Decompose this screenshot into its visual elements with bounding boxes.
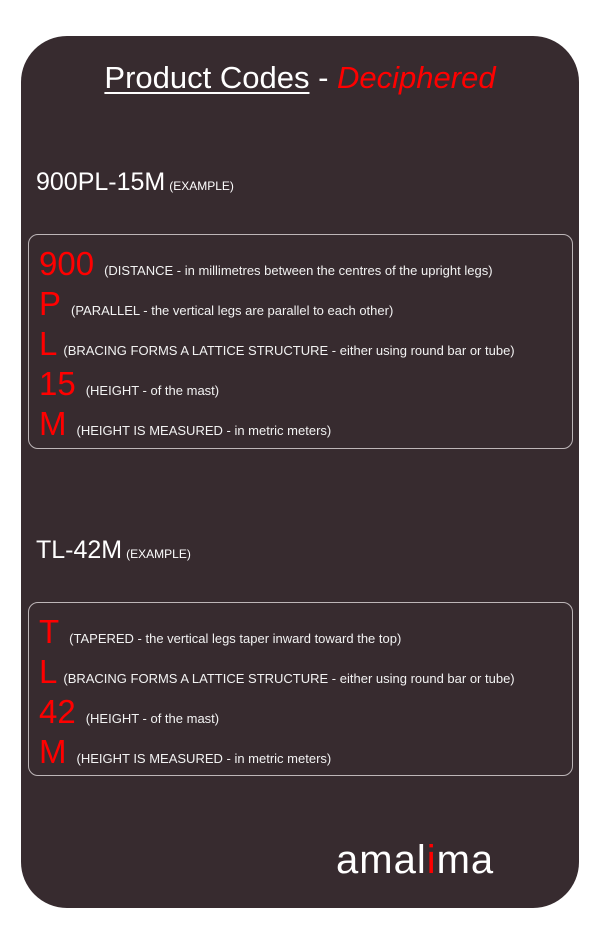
- code-letter: P: [39, 285, 62, 322]
- code-row: [39, 407, 331, 440]
- code-row: [39, 695, 219, 728]
- code-letter: 15: [39, 365, 76, 402]
- code-row: [39, 367, 219, 400]
- code-row: [39, 655, 515, 688]
- logo-text: ma: [436, 838, 495, 882]
- product-codes-card: [21, 36, 579, 908]
- example-code-2: [36, 536, 191, 565]
- title-accent: Deciphered: [337, 60, 496, 95]
- code-description: (BRACING FORMS A LATTICE STRUCTURE - either using round bar or tube): [63, 671, 515, 686]
- code-description: (HEIGHT - of the mast): [85, 383, 220, 398]
- logo-text: amal: [336, 838, 427, 882]
- code-letter: 900: [39, 245, 95, 282]
- code-row: [39, 247, 493, 280]
- title-main: Product Codes: [104, 60, 310, 95]
- code-letter: L: [39, 325, 58, 362]
- code-row: [39, 327, 515, 360]
- code-label: 900PL-15M: [36, 168, 166, 196]
- code-row: [39, 735, 331, 768]
- code-description: (HEIGHT IS MEASURED - in metric meters): [76, 751, 332, 766]
- code-description: (HEIGHT IS MEASURED - in metric meters): [76, 423, 332, 438]
- title-separator: -: [318, 60, 329, 95]
- code-breakdown-1: [28, 234, 573, 449]
- page-title: [0, 60, 600, 96]
- code-note: (EXAMPLE): [169, 179, 234, 193]
- code-description: (PARALLEL - the vertical legs are parallel to each other): [71, 303, 394, 318]
- code-letter: T: [39, 613, 60, 650]
- code-note: (EXAMPLE): [126, 547, 191, 561]
- code-description: (HEIGHT - of the mast): [85, 711, 220, 726]
- code-letter: M: [39, 733, 67, 770]
- code-label: TL-42M: [36, 536, 123, 564]
- code-row: [39, 615, 401, 648]
- code-letter: L: [39, 653, 58, 690]
- logo-accent: i: [426, 838, 437, 882]
- example-code-1: [36, 168, 234, 197]
- code-description: (BRACING FORMS A LATTICE STRUCTURE - either using round bar or tube): [63, 343, 515, 358]
- code-breakdown-2: [28, 602, 573, 776]
- code-letter: M: [39, 405, 67, 442]
- code-description: (TAPERED - the vertical legs taper inward toward the top): [69, 631, 402, 646]
- code-description: (DISTANCE - in millimetres between the centres of the upright legs): [104, 263, 493, 278]
- amalima-logo: [336, 838, 494, 883]
- code-letter: 42: [39, 693, 76, 730]
- code-row: [39, 287, 393, 320]
